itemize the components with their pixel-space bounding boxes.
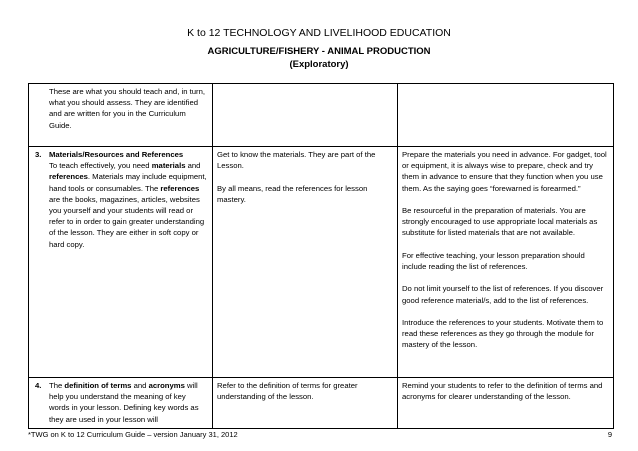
bold-term: references xyxy=(49,172,88,182)
table-row xyxy=(29,84,614,147)
paragraph: By all means, read the references for lesson mastery. xyxy=(217,183,368,204)
footer-note: *TWG on K to 12 Curriculum Guide – version January 31, 2012 xyxy=(28,430,238,439)
item-text xyxy=(49,380,208,425)
text-run: and xyxy=(185,161,201,171)
table-row xyxy=(29,378,614,429)
table-cell xyxy=(29,84,213,147)
table-cell: Refer to the definition of terms for greater understanding of the lesson. xyxy=(213,378,398,429)
bold-term: references xyxy=(160,183,200,193)
text-run: . Materials may include equipment, hand tools or consumables. The xyxy=(49,172,207,193)
item-heading xyxy=(33,149,208,160)
item-number: 3. xyxy=(35,150,42,159)
text-run: are the books, magazines, articles, websites you yourself and your students will read or refer to in order to gain greater understanding of the lesson. They are either in soft copy or hard copy. xyxy=(49,194,205,249)
subject-line: AGRICULTURE/FISHERY - ANIMAL PRODUCTION xyxy=(207,46,431,57)
guide-table xyxy=(28,83,614,429)
paragraph: Do not limit yourself to the list of references. If you discover good reference material/s, add to the list of references. xyxy=(402,284,604,305)
cell-text: These are what you should teach and, in turn, what you should assess. They are identified and are written for you in the Curriculum Guide. xyxy=(49,87,205,130)
text-run: will help you understand the meaning of key words in your lesson. Defining key words as they are used in your lesson will xyxy=(49,381,199,424)
item-description xyxy=(33,160,208,250)
table-cell xyxy=(398,84,614,147)
paragraph: Prepare the materials you need in advance. For gadget, tool or equipment, it is always wise to prepare, check and try them in advance to ensure that they function when you use them. As the saying goes “forewarned is forearmed.” xyxy=(402,150,607,193)
document-subtitle xyxy=(0,45,638,71)
table-cell: Remind your students to refer to the definition of terms and acronyms for clearer understanding of the lesson. xyxy=(398,378,614,429)
table-cell xyxy=(398,147,614,378)
paragraph: For effective teaching, your lesson preparation should include reading the list of references. xyxy=(402,250,585,271)
table-cell xyxy=(29,147,213,378)
paragraph: Get to know the materials. They are part of the Lesson. xyxy=(217,150,376,171)
document-title: K to 12 TECHNOLOGY AND LIVELIHOOD EDUCATION xyxy=(187,27,451,39)
text-run: and xyxy=(131,381,149,390)
table-cell xyxy=(29,378,213,429)
table-cell xyxy=(213,147,398,378)
paragraph: Introduce the references to your students. Motivate them to read these references as they go through the module for mastery of the lesson. xyxy=(402,317,604,350)
page-number: 9 xyxy=(607,430,612,439)
bold-term: definition of terms xyxy=(64,381,132,390)
table-cell xyxy=(213,84,398,147)
item-description xyxy=(33,380,208,425)
paragraph: Be resourceful in the preparation of materials. You are strongly encouraged to use appropriate local materials as substitute for listed materials that are not available. xyxy=(402,206,598,238)
level-line: (Exploratory) xyxy=(289,59,349,70)
bold-term: acronyms xyxy=(148,381,185,390)
bold-term: materials xyxy=(151,161,186,171)
item-title: Materials/Resources and References xyxy=(49,150,184,159)
item-number: 4. xyxy=(35,381,42,390)
table-row xyxy=(29,147,614,378)
text-run: The xyxy=(49,381,65,390)
text-run: To teach effectively, you need xyxy=(49,161,152,171)
